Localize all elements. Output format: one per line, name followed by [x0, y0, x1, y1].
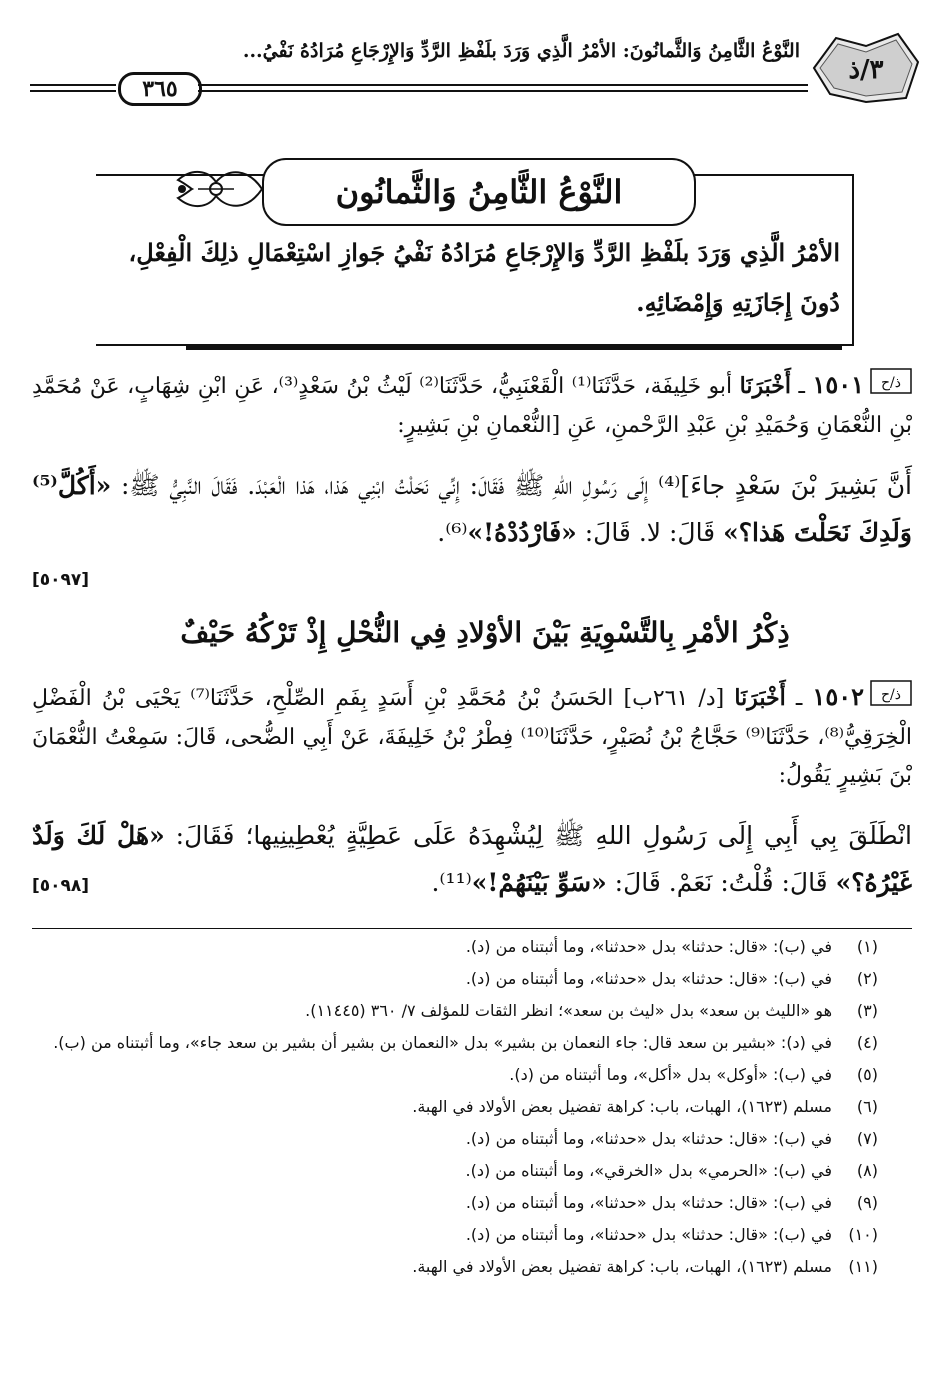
section-title: ذِكْرُ الأمْرِ بِالتَّسْوِيَةِ بَيْنَ الأوْلادِ فِي النُّحْلِ إِذْ تَرْكُهُ حَيْفٌ [180, 616, 790, 649]
matn-text: أَنَّ بَشِيرَ بْنَ سَعْدٍ جاءَ]⁽⁴⁾ إِلَى رَسُولِ اللهِ ﷺ فَقَالَ: إِنِّي نَحَلْتُ ابْنِي هَذا، هَذا الْعَبْدَ. فَقَالَ النَّبِيُّ ﷺ: [111, 471, 912, 500]
matn-text: قَالَ: لا. قَالَ: [576, 518, 724, 547]
footnote-text: في (د): «بشير بن سعد قال: جاء النعمان بن بشير» بدل «النعمان بن بشير أن بشير بن سعد جاء»، وما أثبتناه من (ب). [53, 1033, 832, 1052]
matn-quote: «سَوِّ بَيْنَهُمْ!» [471, 868, 607, 897]
footnote-number: (١١) [848, 1257, 878, 1276]
footnote-text: في (ب): «قال: حدثنا» بدل «حدثنا»، وما أثبتناه من (د). [465, 937, 832, 956]
matn-quote: «أَكُلَّ⁽⁵⁾ وَلَدِكَ نَحَلْتَ هَذا؟» [32, 471, 912, 547]
footnote-item [40, 1192, 878, 1214]
header-rule-right-2 [198, 90, 808, 92]
footnote-number: (٦) [856, 1097, 878, 1116]
chapter-description: الأمْرُ الَّذِي وَرَدَ بلَفْظِ الرَّدِّ وَالإِرْجَاعِ مُرَادُهُ نَفْيُ جَوازِ اسْتِعْمَالِ ذلِكَ الْفِعْلِ، دُونَ إِجَازَتِهِ وَإِمْضَائِهِ. [128, 238, 840, 317]
matn-end: ⁽⁶⁾. [437, 518, 468, 547]
isnad-text: أبو خَلِيفَة، حَدَّثَنَا⁽¹⁾ الْقَعْنَبِيُّ، حَدَّثَنَا⁽²⁾ لَيْثُ بْنُ سَعْدٍ⁽³⁾، عَنِ ابْنِ شِهَابٍ، عَنْ مُحَمَّدِ بْنِ النُّعْمَانِ وَحُمَيْدِ بْنِ عَبْدِ الرَّحْمنِ، عَنِ [النُّعْمانِ بْنِ بَشِيرٍ: [32, 374, 912, 438]
footnote-text: في (ب): «قال: حدثنا» بدل «حدثنا»، وما أثبتناه من (د). [465, 969, 832, 988]
footnote-text: في (ب): «قال: حدثنا» بدل «حدثنا»، وما أثبتناه من (د). [465, 1225, 832, 1244]
footnote-text: في (ب): «قال: حدثنا» بدل «حدثنا»، وما أثبتناه من (د). [465, 1129, 832, 1148]
header-rule-left [30, 84, 116, 86]
corner-ornament-icon [806, 28, 924, 108]
footnote-item [40, 1160, 878, 1182]
footnote-item [40, 1128, 878, 1150]
hadith-number: ١٥٠٢ [812, 682, 864, 711]
matn-quote: «هَلْ لَكَ وَلَدٌ غَيْرُهُ؟» [32, 821, 912, 897]
footnote-item [40, 1000, 878, 1022]
hadith-badge-icon [870, 680, 912, 719]
hadith-number: ١٥٠١ [812, 370, 864, 399]
svg-text:ذ/ح: ذ/ح [881, 374, 901, 391]
footnote-number: (٧) [856, 1129, 878, 1148]
svg-text:ذ/ح: ذ/ح [880, 686, 901, 703]
footnote-text: مسلم (١٦٢٣)، الهبات، باب: كراهة تفضيل بعض الأولاد في الهبة. [412, 1257, 832, 1276]
footnote-number: (٢) [856, 969, 878, 988]
footnote-item [40, 1256, 878, 1278]
header-rule-right [198, 84, 808, 86]
footnote-item [40, 936, 878, 958]
footnotes [40, 936, 878, 1288]
hadith-1501-ref: [٥٠٩٧] [32, 570, 90, 590]
footnote-number: (١٠) [848, 1225, 878, 1244]
footnote-text: هو «الليث بن سعد» بدل «ليث بن سعد»؛ انظر الثقات للمؤلف ٧/ ٣٦٠ (١١٤٤٥). [305, 1001, 832, 1020]
matn-text: قَالَ: قُلْتُ: نَعَمْ. قَالَ: [606, 868, 836, 897]
footnote-number: (٥) [856, 1065, 878, 1084]
matn-text: انْطَلَقَ بِي أَبِي إِلَى رَسُولِ اللهِ ﷺ لِيُشْهِدَهُ عَلَى عَطِيَّةٍ يُعْطِينِيها؛ فَقَالَ: [164, 821, 912, 850]
hadith-1501-isnad: ذ/ح ١٥٠١ ـ أَخْبَرَنَا أبو خَلِيفَة، حَدَّثَنَا⁽¹⁾ الْقَعْنَبِيُّ، حَدَّثَنَا⁽²⁾ لَيْثُ بْنُ سَعْدٍ⁽³⁾، عَنِ ابْنِ شِهَابٍ، عَنْ مُحَمَّدِ بْنِ النُّعْمَانِ وَحُمَيْدِ بْنِ عَبْدِ الرَّحْمنِ، عَنِ [النُّعْمانِ بْنِ بَشِيرٍ: [32, 366, 912, 445]
footnote-item [40, 1224, 878, 1246]
hadith-1502-ref: [٥٠٩٨] [32, 876, 90, 896]
footnote-text: في (ب): «أوكل» بدل «أكل»، وما أثبتناه من (د). [509, 1065, 832, 1084]
footnote-text: في (ب): «الحرمي» بدل «الخرقي»، وما أثبتناه من (د). [465, 1161, 832, 1180]
chapter-title: النَّوْعُ الثَّامِنُ وَالثَّمانُون [262, 158, 696, 226]
footnote-item [40, 1096, 878, 1118]
running-head-title: النَّوْعُ الثَّامِنُ وَالثَّمانُونَ: الأمْرُ الَّذِي وَرَدَ بلَفْظِ الرَّدِّ وَالإِرْجَاعِ مُرَادُهُ نَفْيُ... [242, 40, 800, 62]
footnote-number: (٤) [856, 1033, 878, 1052]
hadith-badge-icon [870, 368, 912, 407]
hadith-1502-matn [32, 812, 912, 906]
header-rule-left-2 [30, 90, 116, 92]
footnote-rule [32, 928, 912, 929]
footnote-item [40, 1064, 878, 1086]
akhbarana-label: أَخْبَرَنَا [734, 685, 786, 711]
floral-ornament-icon [168, 158, 264, 220]
footnote-number: (١) [856, 937, 878, 956]
footnote-number: (٨) [856, 1161, 878, 1180]
matn-end: ⁽¹¹⁾. [431, 868, 472, 897]
footnote-number: (٩) [856, 1193, 878, 1212]
hadith-1502-isnad: ذ/ح ١٥٠٢ ـ أَخْبَرَنَا [د/ ٢٦١ب] الحَسَنُ بْنُ مُحَمَّدِ بْنِ أَسَدٍ بِفَمِ الصِّلْحِ، حَدَّثَنَا⁽⁷⁾ يَحْيَى بْنُ الْفَضْلِ الْخِرَقِيُّ⁽⁸⁾، حَدَّثَنَا⁽⁹⁾ حَجَّاجُ بْنُ نُصَيْرٍ، حَدَّثَنَا⁽¹⁰⁾ فِطْرُ بْنُ خَلِيفَةَ، عَنْ أَبِي الضُّحى، قَالَ: سَمِعْتُ النُّعْمَانَ بْنَ بَشِيرٍ يَقُولُ: [32, 678, 912, 795]
matn-quote: «فَارْدُدْهُ!» [467, 518, 577, 547]
akhbarana-label: أَخْبَرَنَا [739, 373, 791, 399]
footnote-item [40, 1032, 878, 1054]
isnad-text: [د/ ٢٦١ب] الحَسَنُ بْنُ مُحَمَّدِ بْنِ أَسَدٍ بِفَمِ الصِّلْحِ، حَدَّثَنَا⁽⁷⁾ يَحْيَى بْنُ الْفَضْلِ الْخِرَقِيُّ⁽⁸⁾، حَدَّثَنَا⁽⁹⁾ حَجَّاجُ بْنُ نُصَيْرٍ، حَدَّثَنَا⁽¹⁰⁾ فِطْرُ بْنُ خَلِيفَةَ، عَنْ أَبِي الضُّحى، قَالَ: سَمِعْتُ النُّعْمَانَ بْنَ بَشِيرٍ يَقُولُ: [32, 686, 913, 788]
footnote-item [40, 968, 878, 990]
corner-label: ٣/ذ [848, 55, 884, 85]
page-number: ٣٦٥ [118, 72, 202, 106]
footnote-number: (٣) [856, 1001, 878, 1020]
hadith-1501-matn [32, 462, 912, 556]
footnote-text: في (ب): «قال: حدثنا» بدل «حدثنا»، وما أثبتناه من (د). [465, 1193, 832, 1212]
chapter-rule [186, 344, 842, 350]
footnote-text: مسلم (١٦٢٣)، الهبات، باب: كراهة تفضيل بعض الأولاد في الهبة. [412, 1097, 832, 1116]
